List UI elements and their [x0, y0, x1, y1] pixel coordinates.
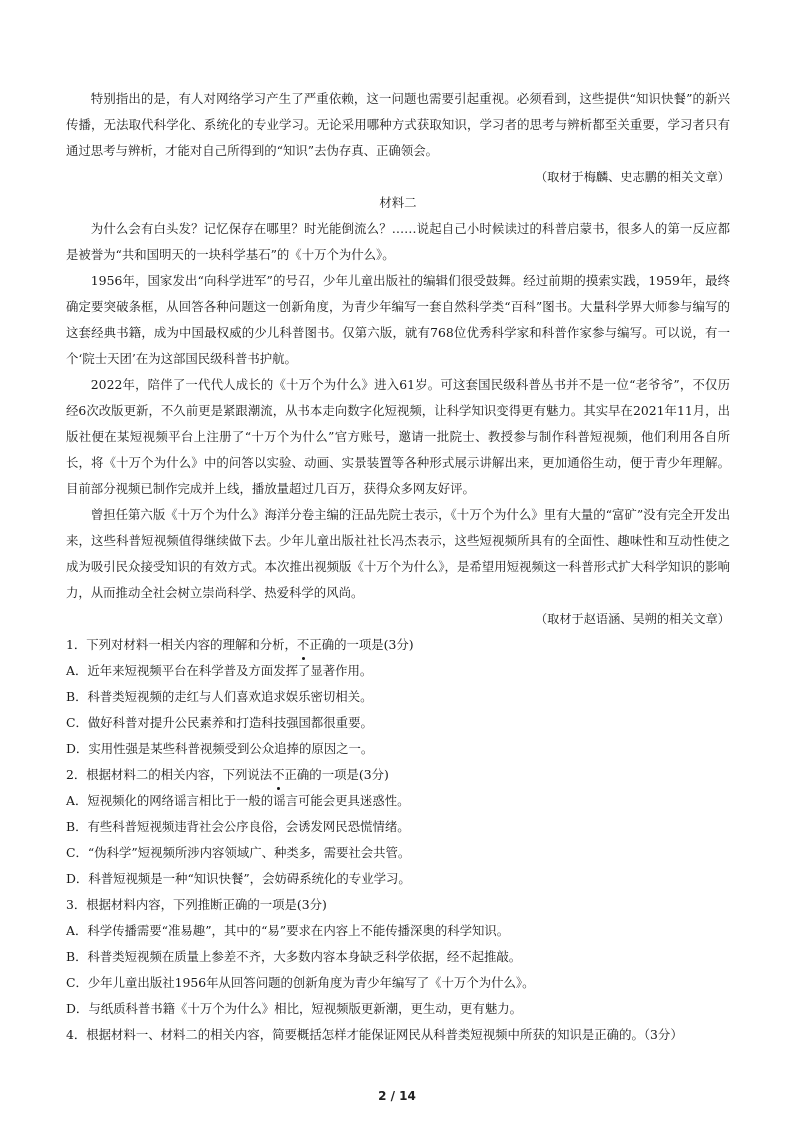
question-3-option-d: D．与纸质科普书籍《十万个为什么》相比，短视频版更新潮，更生动，更有魅力。: [66, 1001, 522, 1016]
question-3-option-b: B．科普类短视频在质量上参差不齐，大多数内容本身缺乏科学依据，经不起推敲。: [66, 949, 522, 964]
question-3-stem: 3．根据材料内容，下列推断正确的一项是(3分): [66, 897, 327, 912]
question-1-option-a: A．近年来短视频平台在科学普及方面发挥了显著作用。: [66, 663, 373, 678]
question-stem-part: 正确的一项是(3分): [309, 637, 414, 652]
question-1-option-d: D．实用性强是某些科普视频受到公众追捧的原因之一。: [66, 741, 374, 756]
intro-paragraph: 特别指出的是，有人对网络学习产生了严重依赖，这一问题也需要引起重视。必须看到，这些提供“知识快餐”的新兴传播，无法取代科学化、系统化的专业学习。无论采用哪种方式获取知识，学习者的思考与辨析都至关重要，学习者只有通过思考与辨析，才能对自己所得到的“知识”去伪存真、正确领会。: [66, 91, 730, 158]
material2-paragraph-2: 1956年，国家发出“向科学进军”的号召，少年儿童出版社的编辑们很受鼓舞。经过前期的摸索实践，1959年，最终确定要突破条框，从回答各种问题这一创新角度，为青少年编写一套自然科学类“百科”图书。大量科学界大师参与编写的这套经典书籍，成为中国最权威的少儿科普图书。仅第六版，就有768位优秀科学家和科普作家参与编写。可以说，有一个‘院士天团’在为这部国民级科普书护航。: [66, 273, 730, 366]
question-2-option-b: B．有些科普短视频违背社会公序良俗，会诱发网民恐慌情绪。: [66, 819, 410, 834]
page-content: [66, 86, 730, 1048]
material2-paragraph-3: 2022年，陪伴了一代代人成长的《十万个为什么》进入61岁。可这套国民级科普丛书并不是一位“老爷爷”，不仅历经6次改版更新，不久前更是紧跟潮流，从书本走向数字化短视频，让科学知识变得更有魅力。其实早在2021年11月，出版社便在某短视频平台上注册了“十万个为什么”官方账号，邀请一批院士、教授参与制作科普短视频，他们利用各自所长，将《十万个为什么》中的问答以实验、动画、实景装置等各种形式展示讲解出来，更加通俗生动，便于青少年理解。目前部分视频已制作完成并上线，播放量超过几百万，获得众多网友好评。: [66, 377, 730, 496]
question-2-option-d: D．科普短视频是一种“知识快餐”，会妨碍系统化的专业学习。: [66, 871, 411, 886]
question-stem-part: 1．下列对材料一相关内容的理解和分析，: [66, 637, 297, 652]
material2-paragraph-4: 曾担任第六版《十万个为什么》海洋分卷主编的汪品先院士表示，《十万个为什么》里有大量的“富矿”没有完全开发出来，这些科普短视频值得继续做下去。少年儿童出版社社长冯杰表示，这些短视频所具有的全面性、趣味性和互动性使之成为吸引民众接受知识的有效方式。本次推出视频版《十万个为什么》，是希望用短视频这一科普形式扩大科学知识的影响力，从而推动全社会树立崇尚科学、热爱科学的风尚。: [66, 507, 730, 600]
emphasis-dot-char: 不: [297, 632, 309, 658]
source-citation-1: （取材于梅麟、史志鹏的相关文章）: [535, 170, 730, 184]
material-title: 材料二: [379, 195, 417, 210]
emphasis-dot: [277, 787, 280, 790]
question-2-option-c: C．“伪科学”短视频所涉内容领域广、种类多，需要社会共管。: [66, 845, 411, 860]
question-stem-part: 2．根据材料二的相关内容，下列说法: [66, 767, 273, 782]
question-stem-part: 正确的一项是(3分): [284, 767, 389, 782]
source-citation-2: （取材于赵语涵、吴朔的相关文章）: [535, 612, 730, 626]
page-number: 2 / 14: [378, 1089, 416, 1103]
question-1-option-c: C．做好科普对提升公民素养和打造科技强国都很重要。: [66, 715, 373, 730]
question-1-stem: [66, 632, 730, 658]
question-3-option-a: A．科学传播需要“准易趣”，其中的“易”要求在内容上不能传播深奥的科学知识。: [66, 923, 510, 938]
question-2-option-a: A．短视频化的网络谣言相比于一般的谣言可能会更具迷惑性。: [66, 793, 410, 808]
question-1-option-b: B．科普类短视频的走红与人们喜欢追求娱乐密切相关。: [66, 689, 373, 704]
material2-paragraph-1: 为什么会有白头发？记忆保存在哪里？时光能倒流么？……说起自己小时候读过的科普启蒙书，很多人的第一反应都是被誉为“共和国明天的一块科学基石”的《十万个为什么》。: [66, 221, 730, 262]
question-2-stem: [66, 762, 730, 788]
emphasis-dot-char: 不: [272, 762, 284, 788]
question-4-stem: 4．根据材料一、材料二的相关内容，简要概括怎样才能保证网民从科普类短视频中所获的知识是正确的。（3分）: [66, 1027, 683, 1042]
emphasis-dot: [302, 657, 305, 660]
question-3-option-c: C．少年儿童出版社1956年从回答问题的创新角度为青少年编写了《十万个为什么》。: [66, 975, 535, 990]
